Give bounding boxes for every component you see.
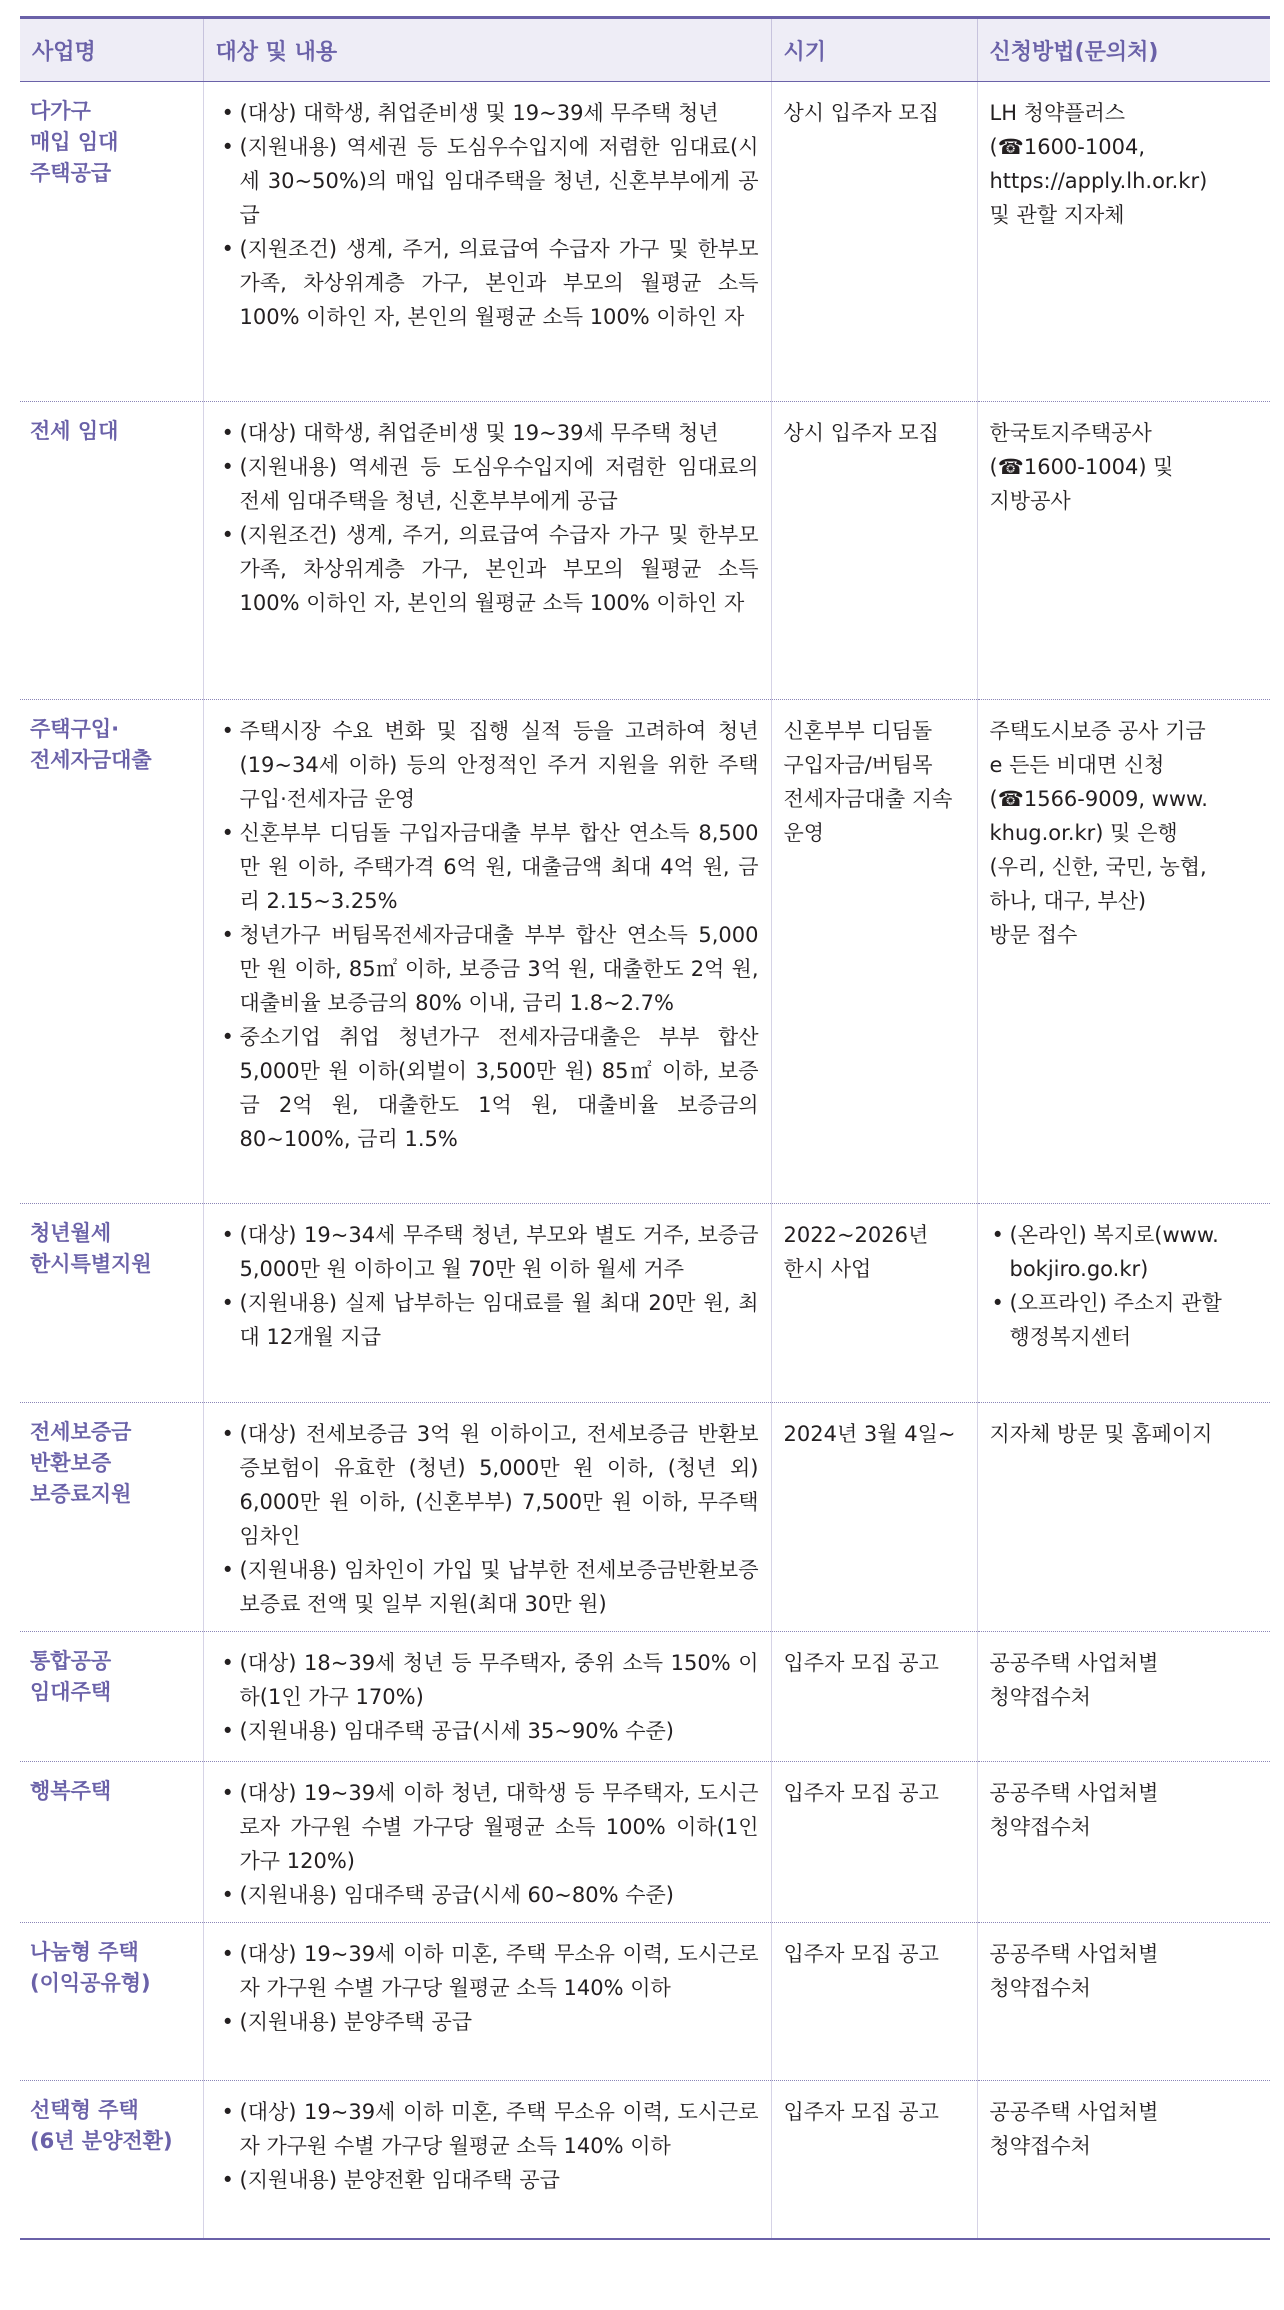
table-row xyxy=(20,1403,1270,1632)
detail-bullet: • (지원내용) 역세권 등 도심우수입지에 저렴한 임대료의 전세 임대주택을 청년, 신혼부부에게 공급 xyxy=(220,450,759,518)
detail-list xyxy=(220,714,759,1156)
program-details xyxy=(203,1204,771,1403)
detail-bullet: • (지원내용) 역세권 등 도심우수입지에 저렴한 임대료(시세 30~50%)의 매입 임대주택을 청년, 신혼부부에게 공급 xyxy=(220,130,759,232)
detail-list xyxy=(220,1646,759,1748)
program-name: 통합공공 임대주택 xyxy=(20,1632,203,1762)
program-period: 입주자 모집 공고 xyxy=(771,2081,977,2239)
program-name: 청년월세 한시특별지원 xyxy=(20,1204,203,1403)
header-period: 시기 xyxy=(771,18,977,82)
detail-list xyxy=(220,1218,759,1354)
program-contact: 공공주택 사업처별 청약접수처 xyxy=(977,1762,1270,1923)
contact-bullet: • (온라인) 복지로(www. bokjiro.go.kr) xyxy=(990,1218,1261,1286)
program-contact xyxy=(977,1204,1270,1403)
table-row xyxy=(20,1762,1270,1923)
table-row xyxy=(20,1204,1270,1403)
program-details xyxy=(203,1403,771,1632)
program-name: 다가구 매입 임대 주택공급 xyxy=(20,82,203,402)
program-name: 전세보증금 반환보증 보증료지원 xyxy=(20,1403,203,1632)
program-details xyxy=(203,1632,771,1762)
detail-bullet: • (대상) 19~34세 무주택 청년, 부모와 별도 거주, 보증금 5,000만 원 이하이고 월 70만 원 이하 월세 거주 xyxy=(220,1218,759,1286)
program-period: 상시 입주자 모집 xyxy=(771,82,977,402)
detail-bullet: • (대상) 대학생, 취업준비생 및 19~39세 무주택 청년 xyxy=(220,96,759,130)
program-contact: 공공주택 사업처별 청약접수처 xyxy=(977,1632,1270,1762)
housing-support-table xyxy=(20,16,1270,2240)
program-name: 행복주택 xyxy=(20,1762,203,1923)
detail-bullet: • (지원내용) 임대주택 공급(시세 60~80% 수준) xyxy=(220,1878,759,1912)
detail-list xyxy=(220,96,759,334)
program-period: 상시 입주자 모집 xyxy=(771,402,977,700)
detail-bullet: • (지원내용) 임대주택 공급(시세 35~90% 수준) xyxy=(220,1714,759,1748)
table-row xyxy=(20,2081,1270,2239)
contact-list xyxy=(990,1218,1261,1354)
program-details xyxy=(203,402,771,700)
program-name: 전세 임대 xyxy=(20,402,203,700)
contact-bullet: • (오프라인) 주소지 관할 행정복지센터 xyxy=(990,1286,1261,1354)
detail-bullet: • (대상) 전세보증금 3억 원 이하이고, 전세보증금 반환보증보험이 유효한 (청년) 5,000만 원 이하, (청년 외) 6,000만 원 이하, (신혼부부) 7,500만 원 이하, 무주택 임차인 xyxy=(220,1417,759,1553)
detail-bullet: • (지원내용) 분양주택 공급 xyxy=(220,2005,759,2039)
program-period: 신혼부부 디딤돌 구입자금/버팀목 전세자금대출 지속 운영 xyxy=(771,700,977,1204)
header-program-name: 사업명 xyxy=(20,18,203,82)
table-row xyxy=(20,700,1270,1204)
detail-list xyxy=(220,416,759,620)
program-name: 주택구입· 전세자금대출 xyxy=(20,700,203,1204)
detail-bullet: • (대상) 18~39세 청년 등 무주택자, 중위 소득 150% 이하(1인 가구 170%) xyxy=(220,1646,759,1714)
program-contact: 지자체 방문 및 홈페이지 xyxy=(977,1403,1270,1632)
program-name: 나눔형 주택 (이익공유형) xyxy=(20,1923,203,2081)
table-row xyxy=(20,82,1270,402)
table-row xyxy=(20,1632,1270,1762)
detail-bullet: • 중소기업 취업 청년가구 전세자금대출은 부부 합산 5,000만 원 이하(외벌이 3,500만 원) 85㎡ 이하, 보증금 2억 원, 대출한도 1억 원, 대출비율 보증금의 80~100%, 금리 1.5% xyxy=(220,1020,759,1156)
program-contact: 주택도시보증 공사 기금 e 든든 비대면 신청 (☎1566-9009, www. khug.or.kr) 및 은행 (우리, 신한, 국민, 농협, 하나, 대구, 부산) 방문 접수 xyxy=(977,700,1270,1204)
detail-bullet: • (대상) 19~39세 이하 미혼, 주택 무소유 이력, 도시근로자 가구원 수별 가구당 월평균 소득 140% 이하 xyxy=(220,2095,759,2163)
table-row xyxy=(20,402,1270,700)
program-details xyxy=(203,1923,771,2081)
program-contact: 공공주택 사업처별 청약접수처 xyxy=(977,2081,1270,2239)
detail-bullet: • 신혼부부 디딤돌 구입자금대출 부부 합산 연소득 8,500만 원 이하, 주택가격 6억 원, 대출금액 최대 4억 원, 금리 2.15~3.25% xyxy=(220,816,759,918)
program-contact: 공공주택 사업처별 청약접수처 xyxy=(977,1923,1270,2081)
detail-bullet: • 주택시장 수요 변화 및 집행 실적 등을 고려하여 청년(19~34세 이하) 등의 안정적인 주거 지원을 위한 주택구입·전세자금 운영 xyxy=(220,714,759,816)
detail-bullet: • (지원내용) 분양전환 임대주택 공급 xyxy=(220,2163,759,2197)
program-details xyxy=(203,1762,771,1923)
table-row xyxy=(20,1923,1270,2081)
program-contact: 한국토지주택공사 (☎1600-1004) 및 지방공사 xyxy=(977,402,1270,700)
program-period: 입주자 모집 공고 xyxy=(771,1923,977,2081)
detail-bullet: • (지원조건) 생계, 주거, 의료급여 수급자 가구 및 한부모가족, 차상위계층 가구, 본인과 부모의 월평균 소득 100% 이하인 자, 본인의 월평균 소득 100% 이하인 자 xyxy=(220,232,759,334)
header-application-method: 신청방법(문의처) xyxy=(977,18,1270,82)
detail-bullet: • (지원내용) 실제 납부하는 임대료를 월 최대 20만 원, 최대 12개월 지급 xyxy=(220,1286,759,1354)
detail-bullet: • (대상) 19~39세 이하 청년, 대학생 등 무주택자, 도시근로자 가구원 수별 가구당 월평균 소득 100% 이하(1인 가구 120%) xyxy=(220,1776,759,1878)
table-header-row xyxy=(20,18,1270,82)
detail-list xyxy=(220,2095,759,2197)
program-period: 입주자 모집 공고 xyxy=(771,1632,977,1762)
detail-bullet: • (대상) 대학생, 취업준비생 및 19~39세 무주택 청년 xyxy=(220,416,759,450)
detail-bullet: • (지원내용) 임차인이 가입 및 납부한 전세보증금반환보증 보증료 전액 및 일부 지원(최대 30만 원) xyxy=(220,1553,759,1621)
program-details xyxy=(203,700,771,1204)
program-details xyxy=(203,2081,771,2239)
program-period: 2022~2026년 한시 사업 xyxy=(771,1204,977,1403)
detail-bullet: • 청년가구 버팀목전세자금대출 부부 합산 연소득 5,000만 원 이하, 85㎡ 이하, 보증금 3억 원, 대출한도 2억 원, 대출비율 보증금의 80% 이내, 금리 1.8~2.7% xyxy=(220,918,759,1020)
header-target-content: 대상 및 내용 xyxy=(203,18,771,82)
program-details xyxy=(203,82,771,402)
program-period: 2024년 3월 4일~ xyxy=(771,1403,977,1632)
detail-bullet: • (대상) 19~39세 이하 미혼, 주택 무소유 이력, 도시근로자 가구원 수별 가구당 월평균 소득 140% 이하 xyxy=(220,1937,759,2005)
program-contact: LH 청약플러스 (☎1600-1004, https://apply.lh.or.kr) 및 관할 지자체 xyxy=(977,82,1270,402)
detail-bullet: • (지원조건) 생계, 주거, 의료급여 수급자 가구 및 한부모가족, 차상위계층 가구, 본인과 부모의 월평균 소득 100% 이하인 자, 본인의 월평균 소득 100% 이하인 자 xyxy=(220,518,759,620)
detail-list xyxy=(220,1417,759,1621)
detail-list xyxy=(220,1937,759,2039)
detail-list xyxy=(220,1776,759,1912)
program-period: 입주자 모집 공고 xyxy=(771,1762,977,1923)
program-name: 선택형 주택 (6년 분양전환) xyxy=(20,2081,203,2239)
